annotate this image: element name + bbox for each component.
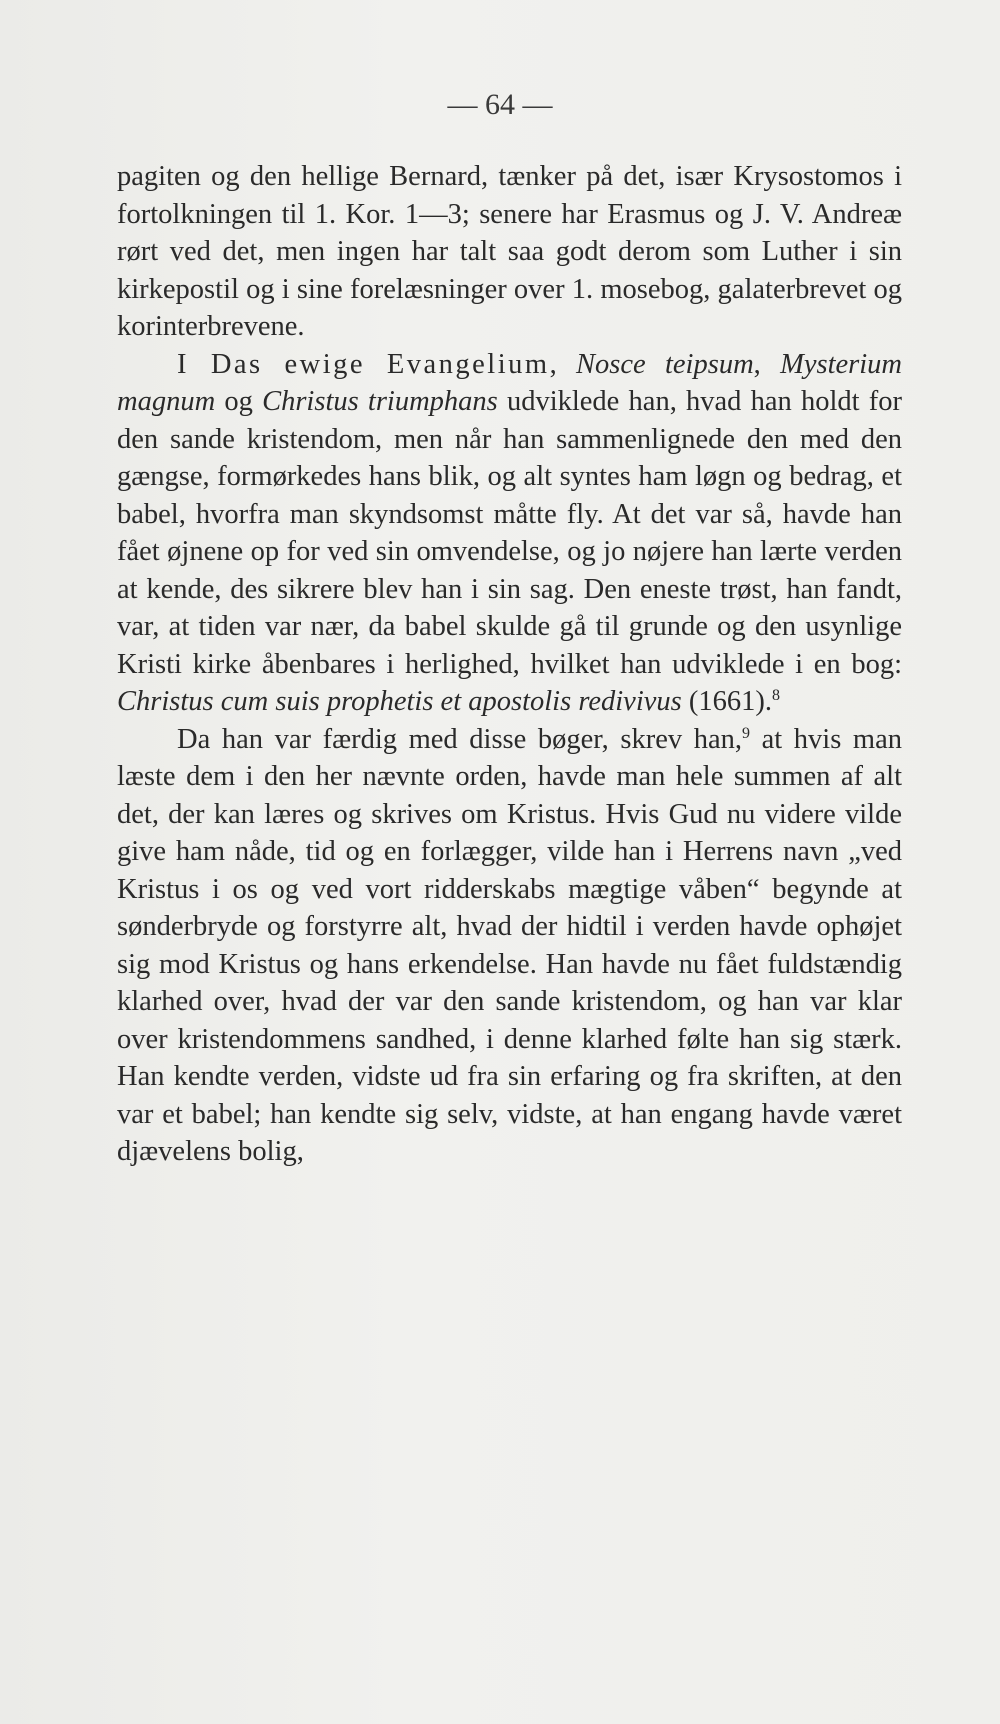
paragraph-text: pagiten og den hellige Bernard, tænker på det, især Krysostomos i fortolkningen til 1. Kor. 1—3; senere har Erasmus og J. V. Andreæ rørt ved det, men ingen har talt saa godt derom som Luther i sin kirkepostil og i sine forelæsninger over 1. mosebog, galaterbrevet og korinterbrevene. [117,161,902,342]
text-run: (1661). [681,686,772,717]
book-title-spaced: I Das ewige Evangelium [177,348,550,380]
footnote-marker: 9 [742,724,751,742]
book-title-italic: Mysterium magnum [117,348,902,417]
paragraph-3 [117,721,902,1171]
footnote-marker: 8 [771,687,780,704]
book-title-italic: Christus cum suis prophetis et apostolis redivivus [117,686,682,717]
body-text [117,158,902,1171]
text-run: , [549,348,577,380]
book-title-italic: Nosce teipsum [576,348,754,380]
text-run: at hvis man læste dem i den her nævnte orden, havde man hele summen af alt det, der kan læres og skrives om Kristus. Hvis Gud nu videre vilde give ham nåde, tid og en forlægger, vilde han i Herrens navn „ved Kristus i os og ved vort ridderskabs mægtige våben“ begynde at sønderbryde og forstyrre alt, hvad der hidtil i verden havde ophøjet sig mod Kristus og hans erkendelse. Han havde nu fået fuldstændig klarhed over, hvad der var den sande kristendom, og han var klar over kristendommens sandhed, i denne klarhed følte han sig stærk. Han kendte verden, vidste ud fra sin erfaring og fra skriften, at den var et babel; han kendte sig selv, vidste, at han engang havde været djævelens bolig, [117,723,902,1167]
paragraph-2 [117,346,902,721]
page-number: — 64 — [447,88,553,121]
book-title-italic: Christus triumphans [262,386,498,417]
text-run: , [753,348,781,380]
paragraph-1 [117,158,902,346]
text-run: udviklede han, hvad han holdt for den sande kristendom, men når han sammenlignede den med den gængse, formørkedes hans blik, og alt syntes ham løgn og bedrag, et babel, hvorfra man skyndsomst måtte fly. At det var så, havde han fået øjnene op for ved sin omvendelse, og jo nøjere han lærte verden at kende, des sikrere blev han i sin sag. Den eneste trøst, han fandt, var, at tiden var nær, da babel skulde gå til grunde og den usynlige Kristi kirke åbenbares i herlighed, hvilket han udviklede i en bog: [117,386,902,680]
text-run: Da han var færdig med disse bøger, skrev han, [177,723,743,755]
text-run: og [215,386,263,417]
